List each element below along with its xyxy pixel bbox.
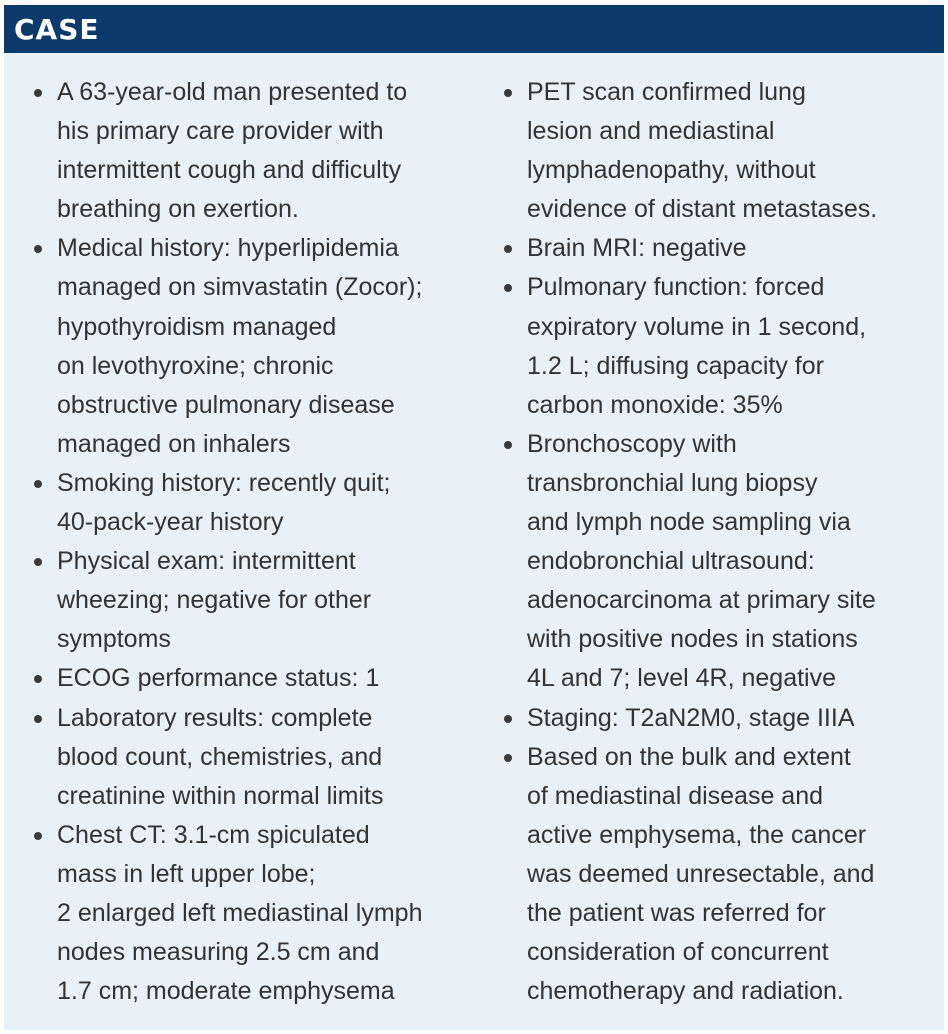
bullet-text-line: 1.2 L; diffusing capacity for [527, 351, 824, 380]
bullet-text-line: with positive nodes in stations [527, 625, 858, 654]
left-column [34, 73, 454, 1011]
bullet-item [34, 816, 454, 1011]
bullet-text-line: managed on simvastatin (Zocor); [57, 273, 423, 302]
bullet-item [34, 659, 454, 698]
case-header [4, 5, 944, 53]
bullet-text-line: adenocarcinoma at primary site [527, 586, 876, 615]
bullet-text-line: and lymph node sampling via [527, 508, 851, 537]
bullet-text-line: breathing on exertion. [57, 195, 299, 224]
bullet-dot-icon [34, 245, 42, 253]
bullet-text-line: transbronchial lung biopsy [527, 468, 818, 497]
bullet-text-line: expiratory volume in 1 second, [527, 312, 867, 341]
bullet-text-line: Smoking history: recently quit; [57, 468, 391, 497]
bullet-text-line: active emphysema, the cancer [527, 820, 867, 849]
bullet-text-line: 4L and 7; level 4R, negative [527, 664, 837, 693]
bullet-item [504, 229, 934, 268]
bullet-text-line: evidence of distant metastases. [527, 195, 878, 224]
bullet-dot-icon [504, 754, 512, 762]
bullet-text-line: 1.7 cm; moderate emphysema [57, 977, 395, 1006]
bullet-text-line: carbon monoxide: 35% [527, 390, 783, 419]
bullet-text-line: 2 enlarged left mediastinal lymph [57, 898, 423, 927]
bullet-item [34, 229, 454, 464]
bullet-text-line: consideration of concurrent [527, 938, 829, 967]
bullet-dot-icon [34, 832, 42, 840]
bullet-text-line: nodes measuring 2.5 cm and [57, 938, 380, 967]
bullet-dot-icon [504, 715, 512, 723]
bullet-item [504, 738, 934, 1012]
bullet-text-line: Physical exam: intermittent [57, 547, 356, 576]
bullet-text-line: Staging: T2aN2M0, stage IIIA [527, 703, 855, 732]
bullet-text-line: intermittent cough and difficulty [57, 156, 402, 185]
bullet-dot-icon [504, 441, 512, 449]
bullet-text-line: hypothyroidism managed [57, 312, 337, 341]
bullet-text-line: was deemed unresectable, and [527, 859, 875, 888]
bullet-item [34, 73, 454, 229]
bullet-text-line: symptoms [57, 625, 171, 654]
bullet-text-line: chemotherapy and radiation. [527, 977, 844, 1006]
bullet-item [34, 464, 454, 542]
bullet-text-line: endobronchial ultrasound: [527, 547, 815, 576]
bullet-text-line: obstructive pulmonary disease [57, 390, 395, 419]
bullet-text-line: Based on the bulk and extent [527, 742, 851, 771]
bullet-dot-icon [34, 89, 42, 97]
bullet-dot-icon [34, 480, 42, 488]
bullet-text-line: Brain MRI: negative [527, 234, 747, 263]
bullet-text-line: 40-pack-year history [57, 508, 284, 537]
bullet-item [504, 425, 934, 699]
bullet-item [34, 542, 454, 659]
bullet-dot-icon [504, 284, 512, 292]
bullet-item [504, 73, 934, 229]
bullet-text-line: his primary care provider with [57, 117, 384, 146]
bullet-dot-icon [34, 675, 42, 683]
bullet-text-line: managed on inhalers [57, 429, 291, 458]
bullet-text-line: Pulmonary function: forced [527, 273, 825, 302]
bullet-text-line: the patient was referred for [527, 898, 826, 927]
bullet-text-line: Medical history: hyperlipidemia [57, 234, 399, 263]
case-box [4, 5, 944, 1030]
right-column [504, 73, 934, 1011]
bullet-dot-icon [504, 245, 512, 253]
bullet-dot-icon [504, 89, 512, 97]
bullet-text-line: ECOG performance status: 1 [57, 664, 380, 693]
bullet-text-line: mass in left upper lobe; [57, 859, 316, 888]
bullet-text-line: creatinine within normal limits [57, 781, 384, 810]
bullet-text-line: A 63-year-old man presented to [57, 78, 408, 106]
bullet-text-line: Laboratory results: complete [57, 703, 373, 732]
bullet-text-line: lesion and mediastinal [527, 117, 775, 146]
bullet-item [504, 268, 934, 424]
bullet-text-line: of mediastinal disease and [527, 781, 824, 810]
bullet-text-line: PET scan confirmed lung [527, 78, 806, 106]
bullet-text-line: blood count, chemistries, and [57, 742, 383, 771]
bullet-text-line: Chest CT: 3.1-cm spiculated [57, 820, 370, 849]
bullet-text-line: wheezing; negative for other [57, 586, 372, 615]
bullet-item [34, 699, 454, 816]
bullet-text-line: on levothyroxine; chronic [57, 351, 334, 380]
bullet-dot-icon [34, 558, 42, 566]
bullet-dot-icon [34, 715, 42, 723]
case-title: CASE [14, 12, 100, 46]
bullet-text-line: Bronchoscopy with [527, 429, 737, 458]
bullet-item [504, 699, 934, 738]
bullet-text-line: lymphadenopathy, without [527, 156, 816, 185]
